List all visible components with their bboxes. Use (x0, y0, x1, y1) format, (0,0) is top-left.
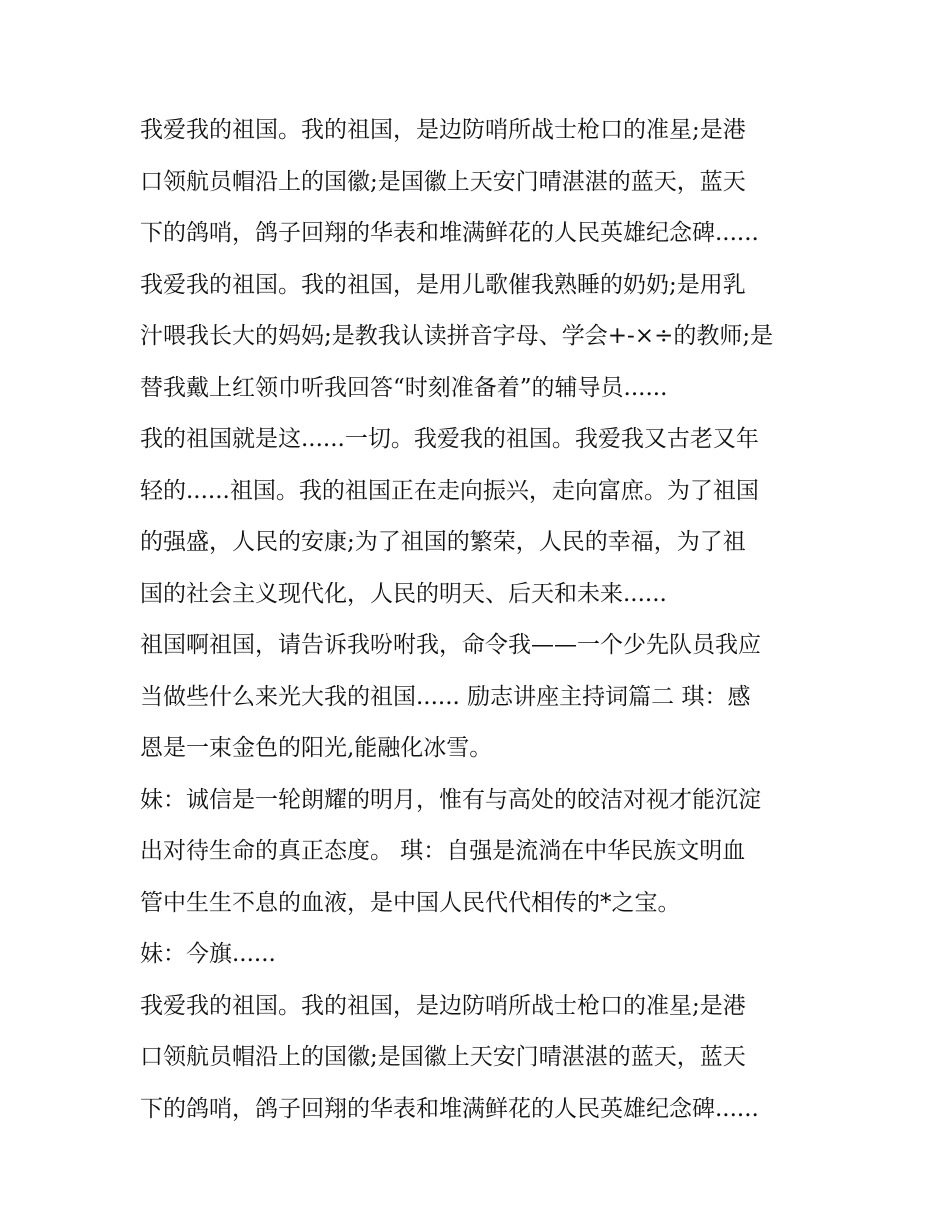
text-line: 出对待生命的真正态度。 琪：自强是流淌在中华民族文明血 (140, 838, 746, 864)
text-line: 我的祖国就是这......一切。我爱我的祖国。我爱我又古老又年 (140, 426, 759, 452)
text-line: 国的社会主义现代化，人民的明天、后天和未来...... (140, 580, 667, 607)
text-line: 妹：诚信是一轮朗耀的明月，惟有与高处的皎洁对视才能沉淀 (140, 786, 761, 813)
text-line: 汁喂我长大的妈妈;是教我认读拼音字母、学会+-×÷的教师;是 (140, 323, 774, 349)
text-line: 的强盛，人民的安康;为了祖国的繁荣，人民的幸福，为了祖 (140, 529, 746, 555)
text-line: 下的鸽哨，鸽子回翔的华表和堆满鲜花的人民英雄纪念碑...... (140, 1095, 759, 1122)
text-line: 下的鸽哨，鸽子回翔的华表和堆满鲜花的人民英雄纪念碑...... (140, 220, 759, 246)
text-line: 我爱我的祖国。我的祖国，是边防哨所战士枪口的准星;是港 (140, 117, 746, 143)
text-line: 管中生生不息的血液，是中国人民代代相传的*之宝。 (140, 889, 681, 916)
document-body (140, 105, 830, 1135)
text-line: 祖国啊祖国，请告诉我吩咐我，命令我——一个少先队员我应 (140, 632, 761, 658)
text-line: 口领航员帽沿上的国徽;是国徽上天安门晴湛湛的蓝天，蓝天 (140, 1044, 746, 1070)
text-line: 替我戴上红领巾听我回答“时刻准备着”的辅导员...... (140, 374, 668, 401)
text-line: 恩是一束金色的阳光,能融化冰雪。 (140, 735, 493, 761)
text-line: 轻的......祖国。我的祖国正在走向振兴，走向富庶。为了祖国 (140, 477, 759, 504)
text-line: 我爱我的祖国。我的祖国，是用儿歌催我熟睡的奶奶;是用乳 (140, 271, 746, 298)
text-line: 当做些什么来光大我的祖国...... 励志讲座主持词篇二 琪：感 (140, 683, 751, 710)
text-line: 口领航员帽沿上的国徽;是国徽上天安门晴湛湛的蓝天，蓝天 (140, 168, 746, 195)
text-line: 妹：今旗...... (140, 941, 276, 967)
text-line: 我爱我的祖国。我的祖国，是边防哨所战士枪口的准星;是港 (140, 992, 746, 1019)
